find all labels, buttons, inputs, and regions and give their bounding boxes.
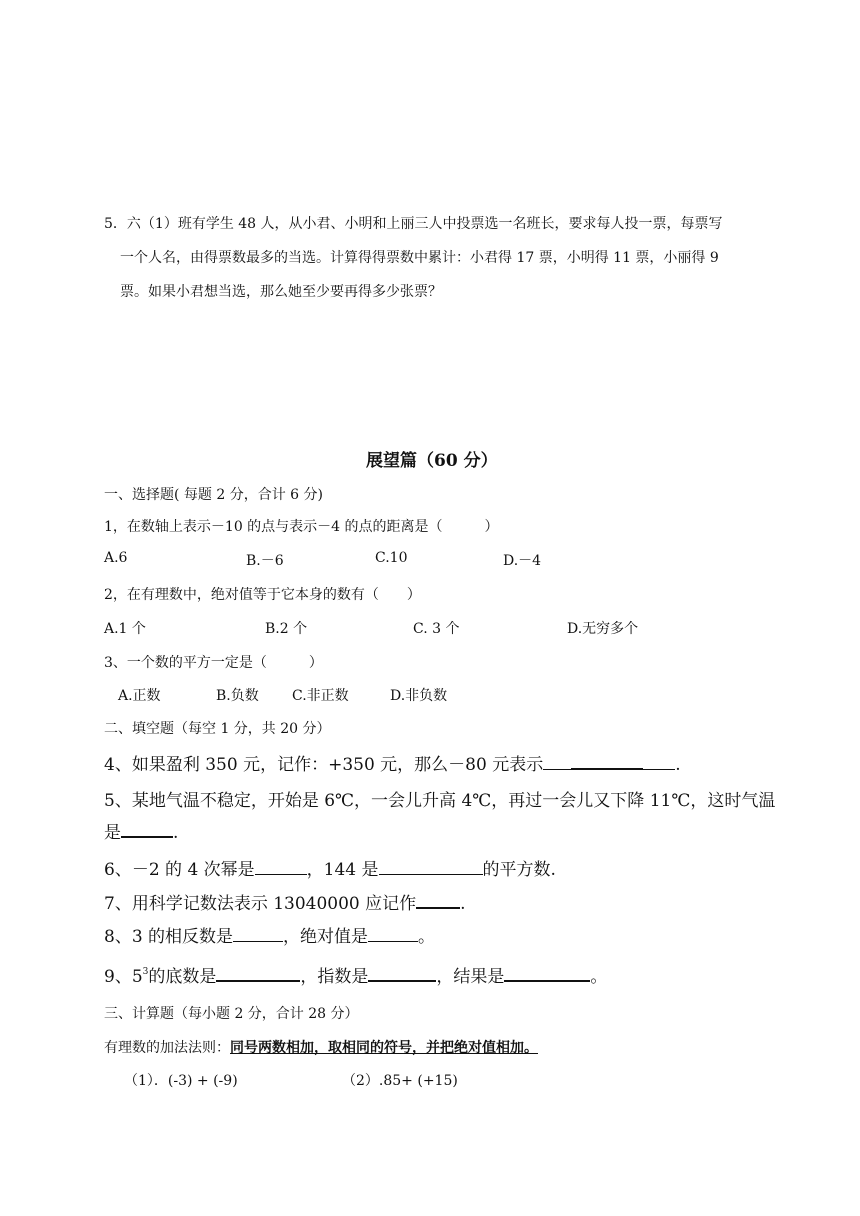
fill-q9-blank-3[interactable] <box>504 966 590 982</box>
part2-heading: 二、填空题（每空 1 分，共 20 分） <box>104 721 331 737</box>
fill-q8-blank-2[interactable] <box>368 927 418 942</box>
mc-q1-option-b: B.－6 <box>246 553 284 569</box>
fill-q6-text-a: 6、－2 的 4 次幂是 <box>104 860 255 880</box>
fill-q9-blank-1[interactable] <box>216 966 300 982</box>
fill-q7-text: 7、用科学记数法表示 13040000 应记作 <box>104 894 417 914</box>
mc-q3-option-c: C.非正数 <box>292 688 349 704</box>
fill-q6-text-b: ，144 是 <box>306 860 379 880</box>
mc-question-3: 3、一个数的平方一定是（ ） <box>104 655 323 671</box>
word-problem-line-3: 票。如果小君想当选，那么她至少要再得多少张票？ <box>120 284 442 300</box>
fill-q8-end: 。 <box>418 927 436 947</box>
fill-q8-blank-1[interactable] <box>233 927 283 942</box>
mc-q3-option-a: A.正数 <box>118 688 161 704</box>
fill-q9-end: 。 <box>590 967 608 987</box>
fill-q7-end: . <box>460 894 466 914</box>
fill-q5-end: . <box>173 823 179 843</box>
word-problem-line-1: 5．六（1）班有学生 48 人，从小君、小明和上丽三人中投票选一名班长，要求每人投一票，每票写 <box>104 216 723 232</box>
mc-q1-option-c: C.10 <box>375 550 408 566</box>
section-title: 展望篇（60 分） <box>366 451 498 471</box>
mc-q2-option-b: B.2 个 <box>265 621 308 637</box>
fill-question-7 <box>104 889 466 914</box>
fill-question-4 <box>104 750 681 775</box>
fill-q9-text-b: 的底数是 <box>148 967 217 987</box>
mc-question-1: 1，在数轴上表示－10 的点与表示－4 的点的距离是（ ） <box>104 519 499 535</box>
part3-heading: 三、计算题（每小题 2 分，合计 28 分） <box>104 1006 359 1022</box>
addition-rule-label: 有理数的加法法则： <box>104 1040 230 1056</box>
fill-q7-blank[interactable] <box>416 893 460 909</box>
fill-q4-blank-bold[interactable] <box>571 754 643 770</box>
mc-q3-option-d: D.非负数 <box>390 688 448 704</box>
mc-q1-option-d: D.－4 <box>503 553 542 569</box>
fill-q9-blank-2[interactable] <box>368 966 436 982</box>
mc-question-2: 2，在有理数中，绝对值等于它本身的数有（ ） <box>104 587 421 603</box>
mc-q1-option-a: A.6 <box>104 550 128 566</box>
fill-q9-exponent: 3 <box>142 967 149 977</box>
fill-q9-text-c: ，指数是 <box>300 967 369 987</box>
fill-q9-text-a: 9、5 <box>104 967 143 987</box>
word-problem-line-2: 一个人名，由得票数最多的当选。计算得得票数中累计：小君得 17 票，小明得 11 票，小丽得 9 <box>120 250 719 266</box>
fill-question-6 <box>104 855 556 880</box>
fill-question-5-line-1: 5、某地气温不稳定，开始是 6℃，一会儿升高 4℃，再过一会儿又下降 11℃，这时气温 <box>104 791 776 811</box>
fill-q8-text-a: 8、3 的相反数是 <box>104 927 234 947</box>
fill-q9-text-d: ，结果是 <box>436 967 505 987</box>
fill-q5-text: 是 <box>104 823 121 843</box>
fill-question-5-line-2 <box>104 818 178 843</box>
fill-q6-blank-1[interactable] <box>255 860 307 875</box>
fill-q4-text: 4、如果盈利 350 元，记作：+350 元，那么－80 元表示 <box>104 755 544 775</box>
fill-q6-text-c: 的平方数. <box>482 860 556 880</box>
fill-q5-blank[interactable] <box>121 822 173 838</box>
fill-q4-blank[interactable] <box>543 755 571 770</box>
addition-rule-text: 同号两数相加，取相同的符号，并把绝对值相加。 <box>230 1040 538 1056</box>
fill-q8-text-b: ，绝对值是 <box>283 927 369 947</box>
mc-q2-option-c: C. 3 个 <box>413 621 460 637</box>
addition-rule <box>104 1037 538 1057</box>
mc-q2-option-d: D.无穷多个 <box>567 621 639 637</box>
fill-q4-end: . <box>675 755 681 775</box>
mc-q3-option-b: B.负数 <box>216 688 259 704</box>
fill-question-9 <box>104 962 607 987</box>
fill-q6-blank-2[interactable] <box>379 860 483 875</box>
fill-question-8 <box>104 922 435 947</box>
calc-problem-1: （1）．(-3) + (-9) <box>124 1073 238 1089</box>
mc-q2-option-a: A.1 个 <box>104 621 146 637</box>
calc-problem-2: （2）.85+ (+15) <box>342 1073 458 1089</box>
part1-heading: 一、选择题( 每题 2 分，合计 6 分) <box>104 487 323 503</box>
fill-q4-blank-tail[interactable] <box>643 755 675 770</box>
